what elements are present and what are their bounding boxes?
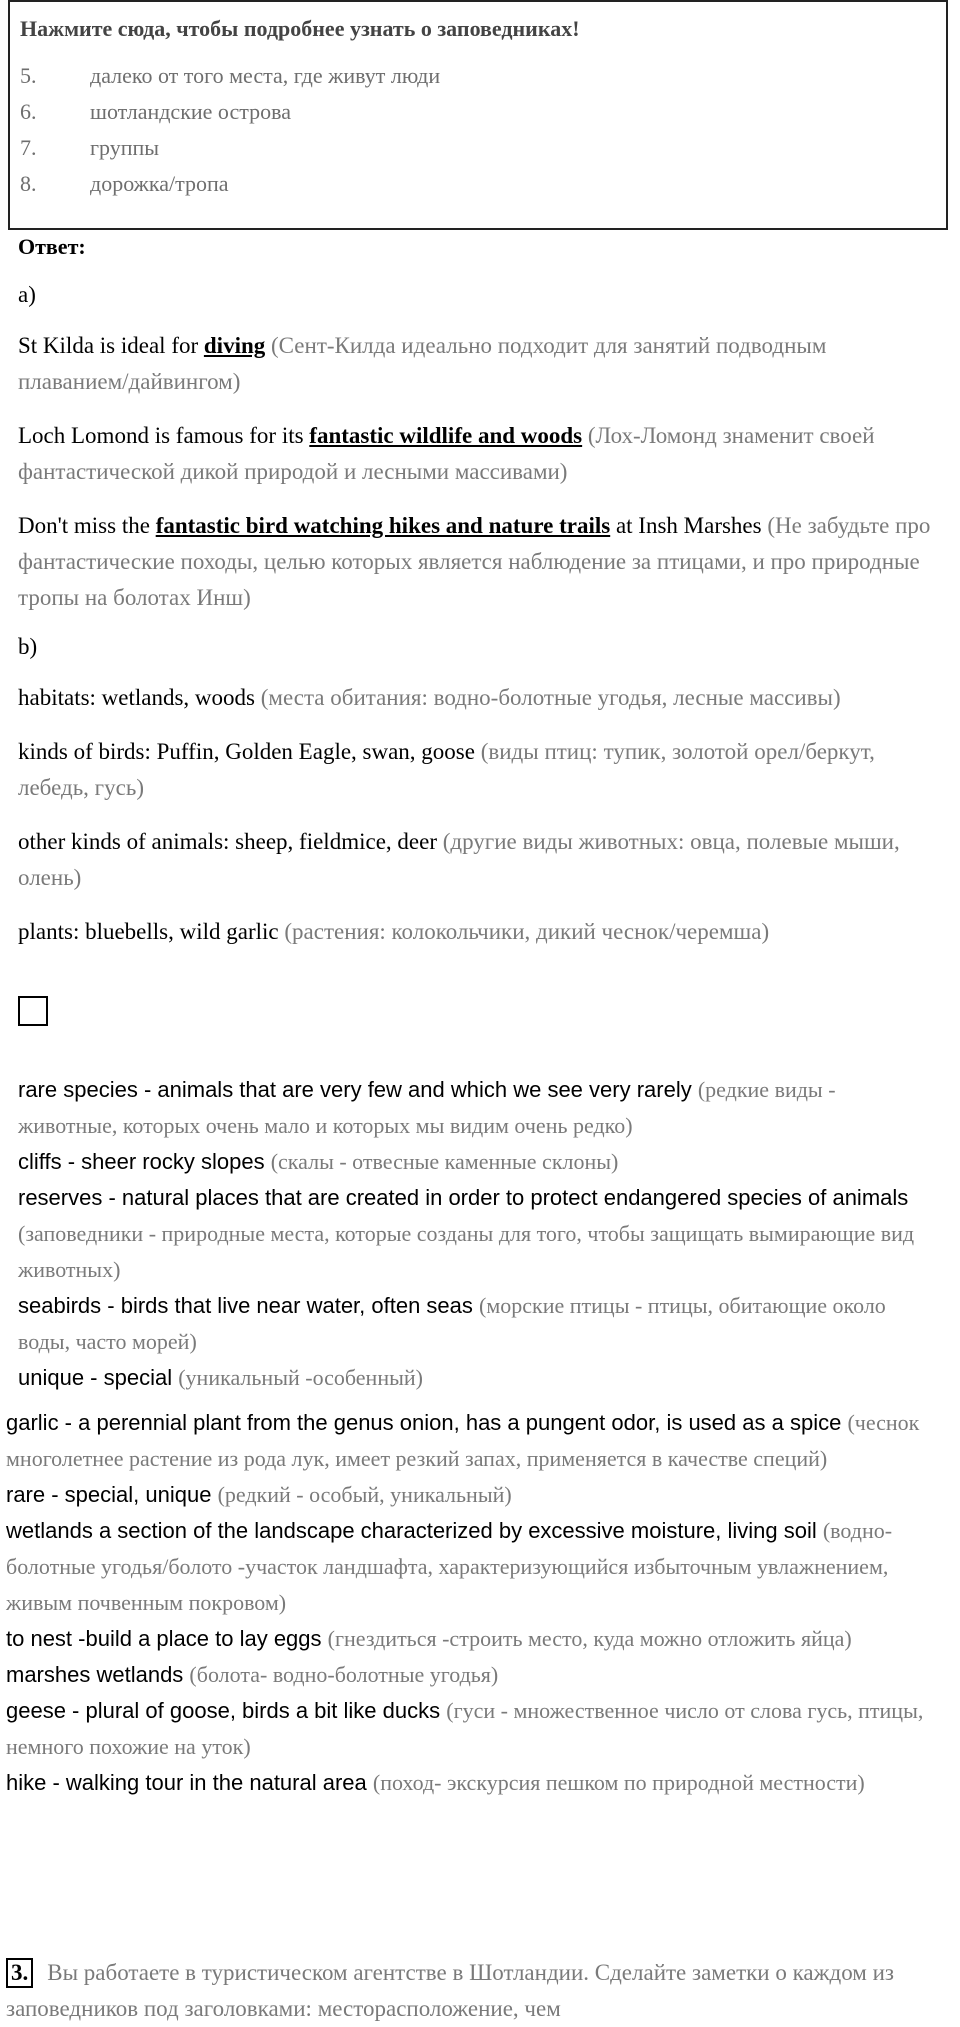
translation: (виды птиц: тупик, золотой орел/беркут, лебедь, гусь): [18, 739, 875, 800]
vocab-text: группы: [90, 135, 160, 160]
part-b-items: [18, 680, 938, 950]
vocab-item: [20, 130, 936, 166]
translation: (Сент-Килда идеально подходит для занятий подводным плаванием/дайвингом): [18, 333, 827, 394]
glossary-term: marshes wetlands: [6, 1662, 190, 1687]
vocab-list: [20, 58, 936, 202]
glossary-term: rare species - animals that are very few and which we see very rarely: [18, 1077, 698, 1102]
reserves-info-box: [8, 0, 948, 230]
glossary-term: hike - walking tour in the natural area: [6, 1770, 373, 1795]
translation: (морские птицы - птицы, обитающие около воды, часто морей): [18, 1293, 886, 1354]
glossary-item: [18, 1180, 938, 1288]
task-text: Вы работаете в туристическом агентстве в Шотландии. Сделайте заметки о каждом из заповедников под заголовками: месторасположение, чем: [6, 1960, 894, 2021]
task-number: 3.: [6, 1958, 33, 1988]
answer-label: Ответ:: [18, 234, 86, 259]
part-a-item: [18, 418, 938, 490]
translation: (гнездиться -строить место, куда можно отложить яйца): [327, 1626, 852, 1651]
glossary-term: geese - plural of goose, birds a bit like ducks: [6, 1698, 447, 1723]
vocab-text: шотландские острова: [90, 99, 291, 124]
vocab-text: далеко от того места, где живут люди: [90, 63, 441, 88]
glossary-term: reserves - natural places that are created in order to protect endangered species of animals: [18, 1185, 909, 1210]
translation: (места обитания: водно-болотные угодья, лесные массивы): [260, 685, 841, 710]
glossary-item: [18, 1144, 938, 1180]
translation: (другие виды животных: овца, полевые мыши, олень): [18, 829, 900, 890]
item-text: other kinds of animals: sheep, fieldmice, deer: [18, 829, 443, 854]
translation: (поход- экскурсия пешком по природной местности): [372, 1770, 865, 1795]
translation: (водно-болотные угодья/болото -участок ландшафта, характеризующийся избыточным увлажнением, живым почвенным покровом): [6, 1518, 893, 1615]
translation: (заповедники - природные места, которые созданы для того, чтобы защищать вымирающие вид животных): [18, 1221, 915, 1282]
translation: (болота- водно-болотные угодья): [189, 1662, 499, 1687]
item-text: St Kilda is ideal for: [18, 333, 204, 358]
part-a-label: a): [18, 282, 36, 307]
part-a-item: [18, 328, 938, 400]
vocab-item: [20, 166, 936, 202]
glossary-item: [6, 1621, 936, 1657]
glossary-item: [6, 1405, 936, 1477]
glossary-term: seabirds - birds that live near water, often seas: [18, 1293, 480, 1318]
answer-section: [18, 232, 938, 1396]
vocab-num: 7.: [20, 135, 37, 160]
glossary-item: [6, 1657, 936, 1693]
glossary-item: [18, 1360, 938, 1396]
translation: (скалы - отвесные каменные склоны): [270, 1149, 619, 1174]
glossary-term: rare - special, unique: [6, 1482, 218, 1507]
translation: (чеснок многолетнее растение из рода лук, имеет резкий запах, применяется в качестве специй): [6, 1410, 920, 1471]
part-b-item: [18, 914, 938, 950]
glossary-item: [6, 1765, 936, 1801]
part-b-item: [18, 824, 938, 896]
glossary-item: [18, 1072, 938, 1144]
part-a-item: [18, 508, 938, 616]
translation: (редкие виды - животные, которых очень мало и которых мы видим очень редко): [18, 1077, 836, 1138]
glossary-extended: [6, 1405, 936, 1801]
glossary-item: [18, 1288, 938, 1360]
glossary-term: unique - special: [18, 1365, 179, 1390]
reserves-link[interactable]: Нажмите сюда, чтобы подробнее узнать о заповедниках!: [20, 16, 580, 41]
task-3: [6, 1955, 946, 2027]
item-text: kinds of birds: Puffin, Golden Eagle, swan, goose: [18, 739, 481, 764]
glossary-term: garlic - a perennial plant from the genus onion, has a pungent odor, is used as a spice: [6, 1410, 848, 1435]
vocab-text: дорожка/тропа: [90, 171, 229, 196]
vocab-num: 6.: [20, 99, 37, 124]
translation: (редкий - особый, уникальный): [217, 1482, 512, 1507]
glossary-item: [6, 1513, 936, 1621]
highlight-answer: fantastic bird watching hikes and nature trails: [155, 513, 611, 538]
part-b-item: [18, 734, 938, 806]
item-text: Don't miss the: [18, 513, 156, 538]
translation: (растения: колокольчики, дикий чеснок/черемша): [284, 919, 770, 944]
vocab-item: [20, 94, 936, 130]
translation: (Не забудьте про фантастические походы, целью которых является наблюдение за птицами, и про природные тропы на болотах Инш): [18, 513, 931, 610]
glossary-term: cliffs - sheer rocky slopes: [18, 1149, 271, 1174]
part-b-item: [18, 680, 938, 716]
glossary-item: [6, 1693, 936, 1765]
translation: (гуси - множественное число от слова гусь, птицы, немного похожие на уток): [6, 1698, 924, 1759]
item-text: at Insh Marshes: [610, 513, 768, 538]
vocab-item: [20, 58, 936, 94]
glossary-term: to nest -build a place to lay eggs: [6, 1626, 328, 1651]
glossary-term: wetlands a section of the landscape characterized by excessive moisture, living soil: [6, 1518, 823, 1543]
glossary: [18, 1072, 938, 1396]
item-text: Loch Lomond is famous for its: [18, 423, 310, 448]
empty-checkbox: [18, 996, 48, 1026]
highlight-answer: fantastic wildlife and woods: [309, 423, 583, 448]
vocab-num: 8.: [20, 171, 37, 196]
highlight-answer: diving: [203, 333, 266, 358]
vocab-num: 5.: [20, 63, 37, 88]
translation: (Лох-Ломонд знаменит своей фантастической дикой природой и лесными массивами): [18, 423, 875, 484]
glossary-item: [6, 1477, 936, 1513]
item-text: plants: bluebells, wild garlic: [18, 919, 285, 944]
item-text: habitats: wetlands, woods: [18, 685, 261, 710]
part-b-label: b): [18, 634, 38, 659]
translation: (уникальный -особенный): [178, 1365, 423, 1390]
part-a-items: [18, 328, 938, 616]
